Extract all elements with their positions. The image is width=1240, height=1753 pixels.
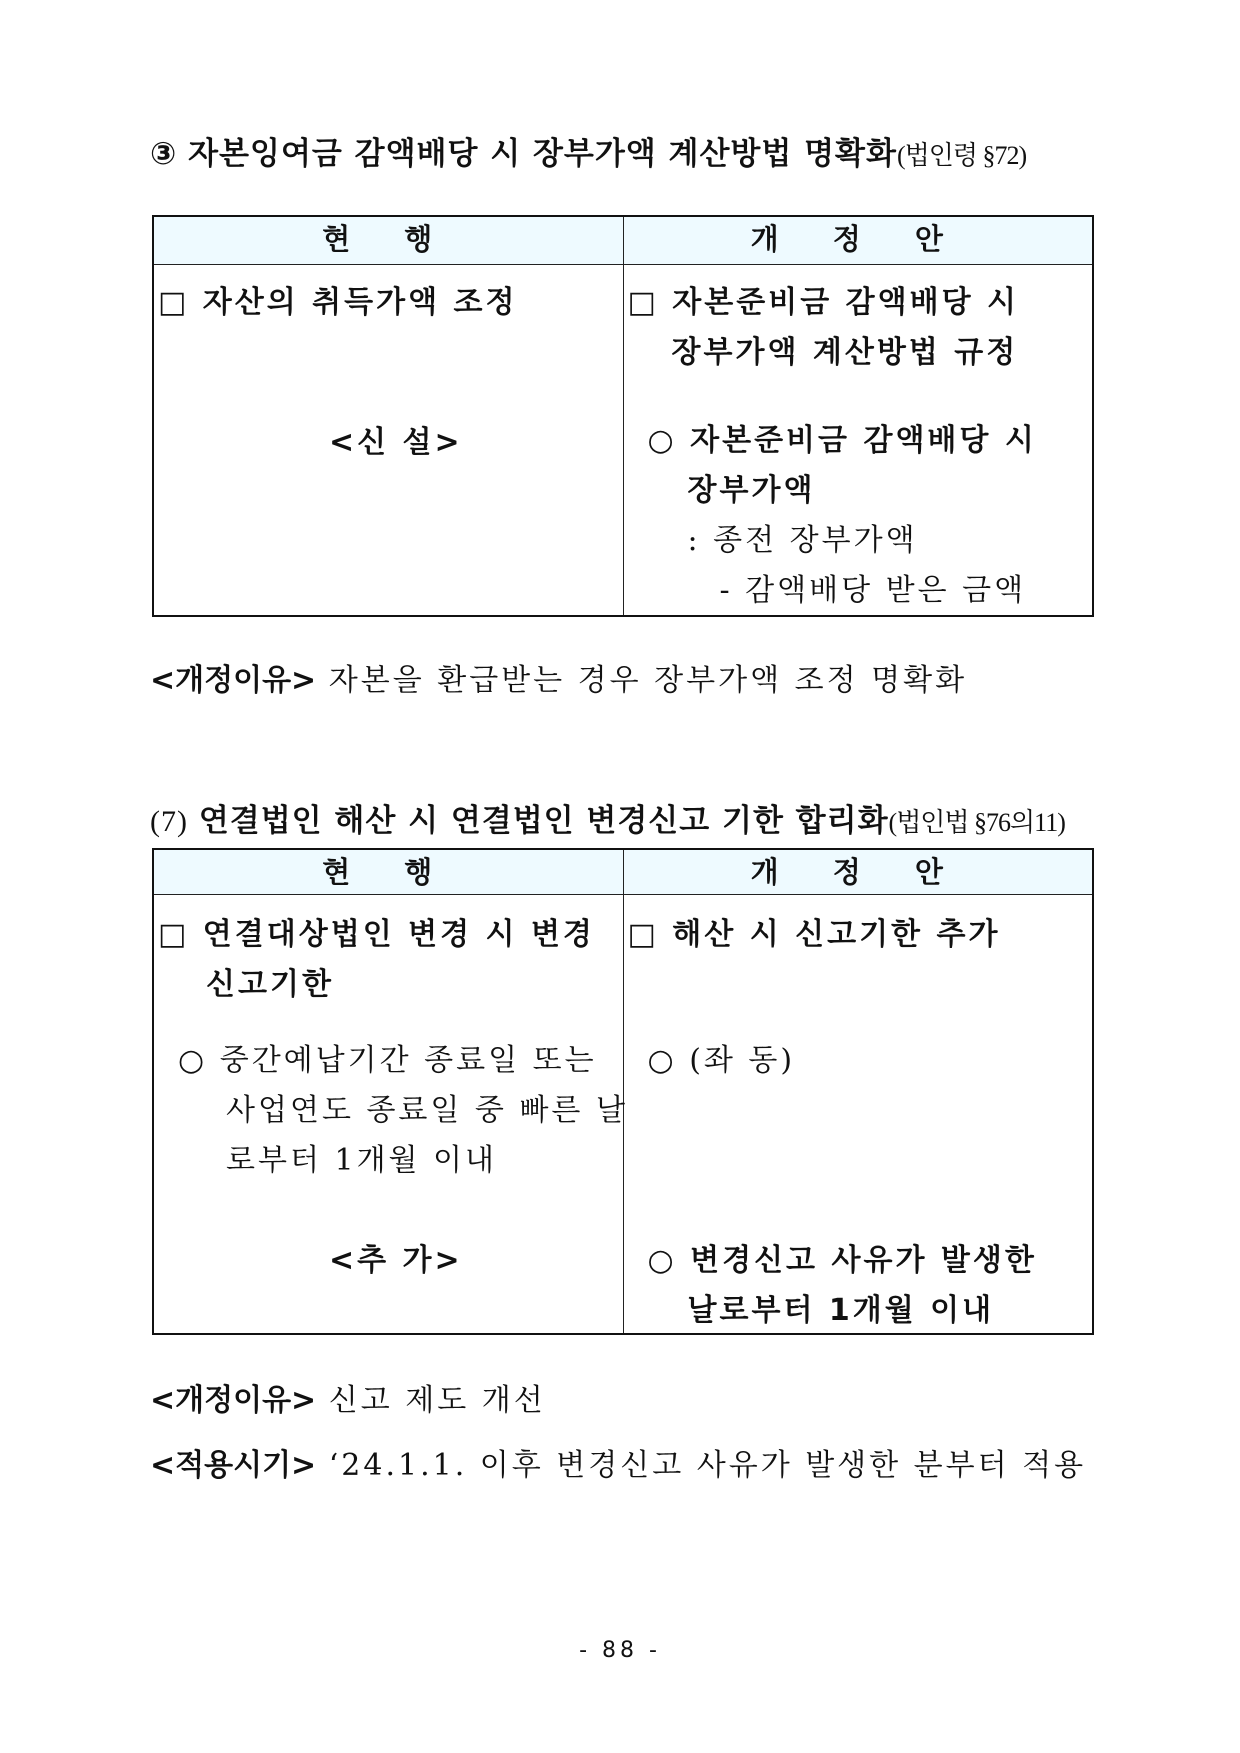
section1-proposed-item-line2: 장부가액 계산방법 규정 — [671, 334, 1019, 370]
section2-heading — [150, 795, 1065, 840]
section2-reason-text: 신고 제도 개선 — [328, 1383, 546, 1418]
section1-current-note: <신 설> — [329, 424, 463, 460]
section1-proposed-sub-line1: ○ 자본준비금 감액배당 시 — [647, 422, 1037, 458]
section2-ref: (법인법 §76의11) — [888, 808, 1065, 837]
section2-proposed-cell — [623, 894, 1093, 1334]
section2-current-item-line1: □ 연결대상법인 변경 시 변경 — [158, 916, 595, 952]
section2-title: 연결법인 해산 시 연결법인 변경신고 기한 합리화 — [198, 803, 889, 839]
section2-apply — [150, 1440, 1086, 1484]
section2-reason — [150, 1375, 546, 1419]
section1-reason-text: 자본을 환급받는 경우 장부가액 조정 명확화 — [328, 663, 968, 698]
section2-header-proposed: 개 정 안 — [623, 849, 1093, 894]
section1-proposed-sub-line2: 장부가액 — [687, 472, 816, 508]
section1-marker: ③ — [150, 136, 178, 172]
section1-title: 자본잉여금 감액배당 시 장부가액 계산방법 명확화 — [188, 136, 897, 172]
section2-header-current: 현 행 — [153, 849, 623, 894]
section1-header-current: 현 행 — [153, 216, 623, 264]
section2-current-sub-line1: ○ 중간예납기간 종료일 또는 — [178, 1042, 597, 1078]
section1-current-cell — [153, 264, 623, 616]
section1-heading — [150, 128, 1026, 173]
section1-proposed-cell — [623, 264, 1093, 616]
section2-current-sub-line2: 사업연도 종료일 중 빠른 날 — [226, 1092, 628, 1128]
section2-reason-tag: <개정이유> — [150, 1383, 317, 1418]
section1-current-item: □ 자산의 취득가액 조정 — [158, 284, 518, 320]
page-number: - 88 - — [579, 1638, 661, 1663]
section2-current-cell — [153, 894, 628, 1334]
section1-comparison-table — [152, 215, 1094, 617]
section2-apply-text: ‘24.1.1. 이후 변경신고 사유가 발생한 분부터 적용 — [328, 1448, 1087, 1483]
section2-apply-tag: <적용시기> — [150, 1448, 317, 1483]
section1-proposed-formula-line2: - 감액배당 받은 금액 — [719, 572, 1027, 608]
section1-ref: (법인령 §72) — [896, 141, 1027, 170]
section2-proposed-item: □ 해산 시 신고기한 추가 — [627, 916, 1001, 952]
section2-marker: (7) — [150, 805, 188, 838]
section2-current-sub-line3: 로부터 1개월 이내 — [226, 1142, 498, 1178]
section2-current-note: <추 가> — [329, 1242, 463, 1278]
section1-proposed-item-line1: □ 자본준비금 감액배당 시 — [627, 284, 1019, 320]
section2-current-item-line2: 신고기한 — [206, 966, 334, 1002]
section1-reason-tag: <개정이유> — [150, 663, 317, 698]
section1-reason — [150, 655, 967, 699]
section2-proposed-sub: ○ (좌 동) — [647, 1042, 796, 1078]
section2-proposed-add-line2: 날로부터 1개월 이내 — [687, 1292, 995, 1328]
section1-header-proposed: 개 정 안 — [623, 216, 1093, 264]
section2-comparison-table — [152, 848, 1094, 1335]
section1-proposed-formula-line1: : 종전 장부가액 — [687, 522, 918, 558]
section2-proposed-add-line1: ○ 변경신고 사유가 발생한 — [647, 1242, 1037, 1278]
